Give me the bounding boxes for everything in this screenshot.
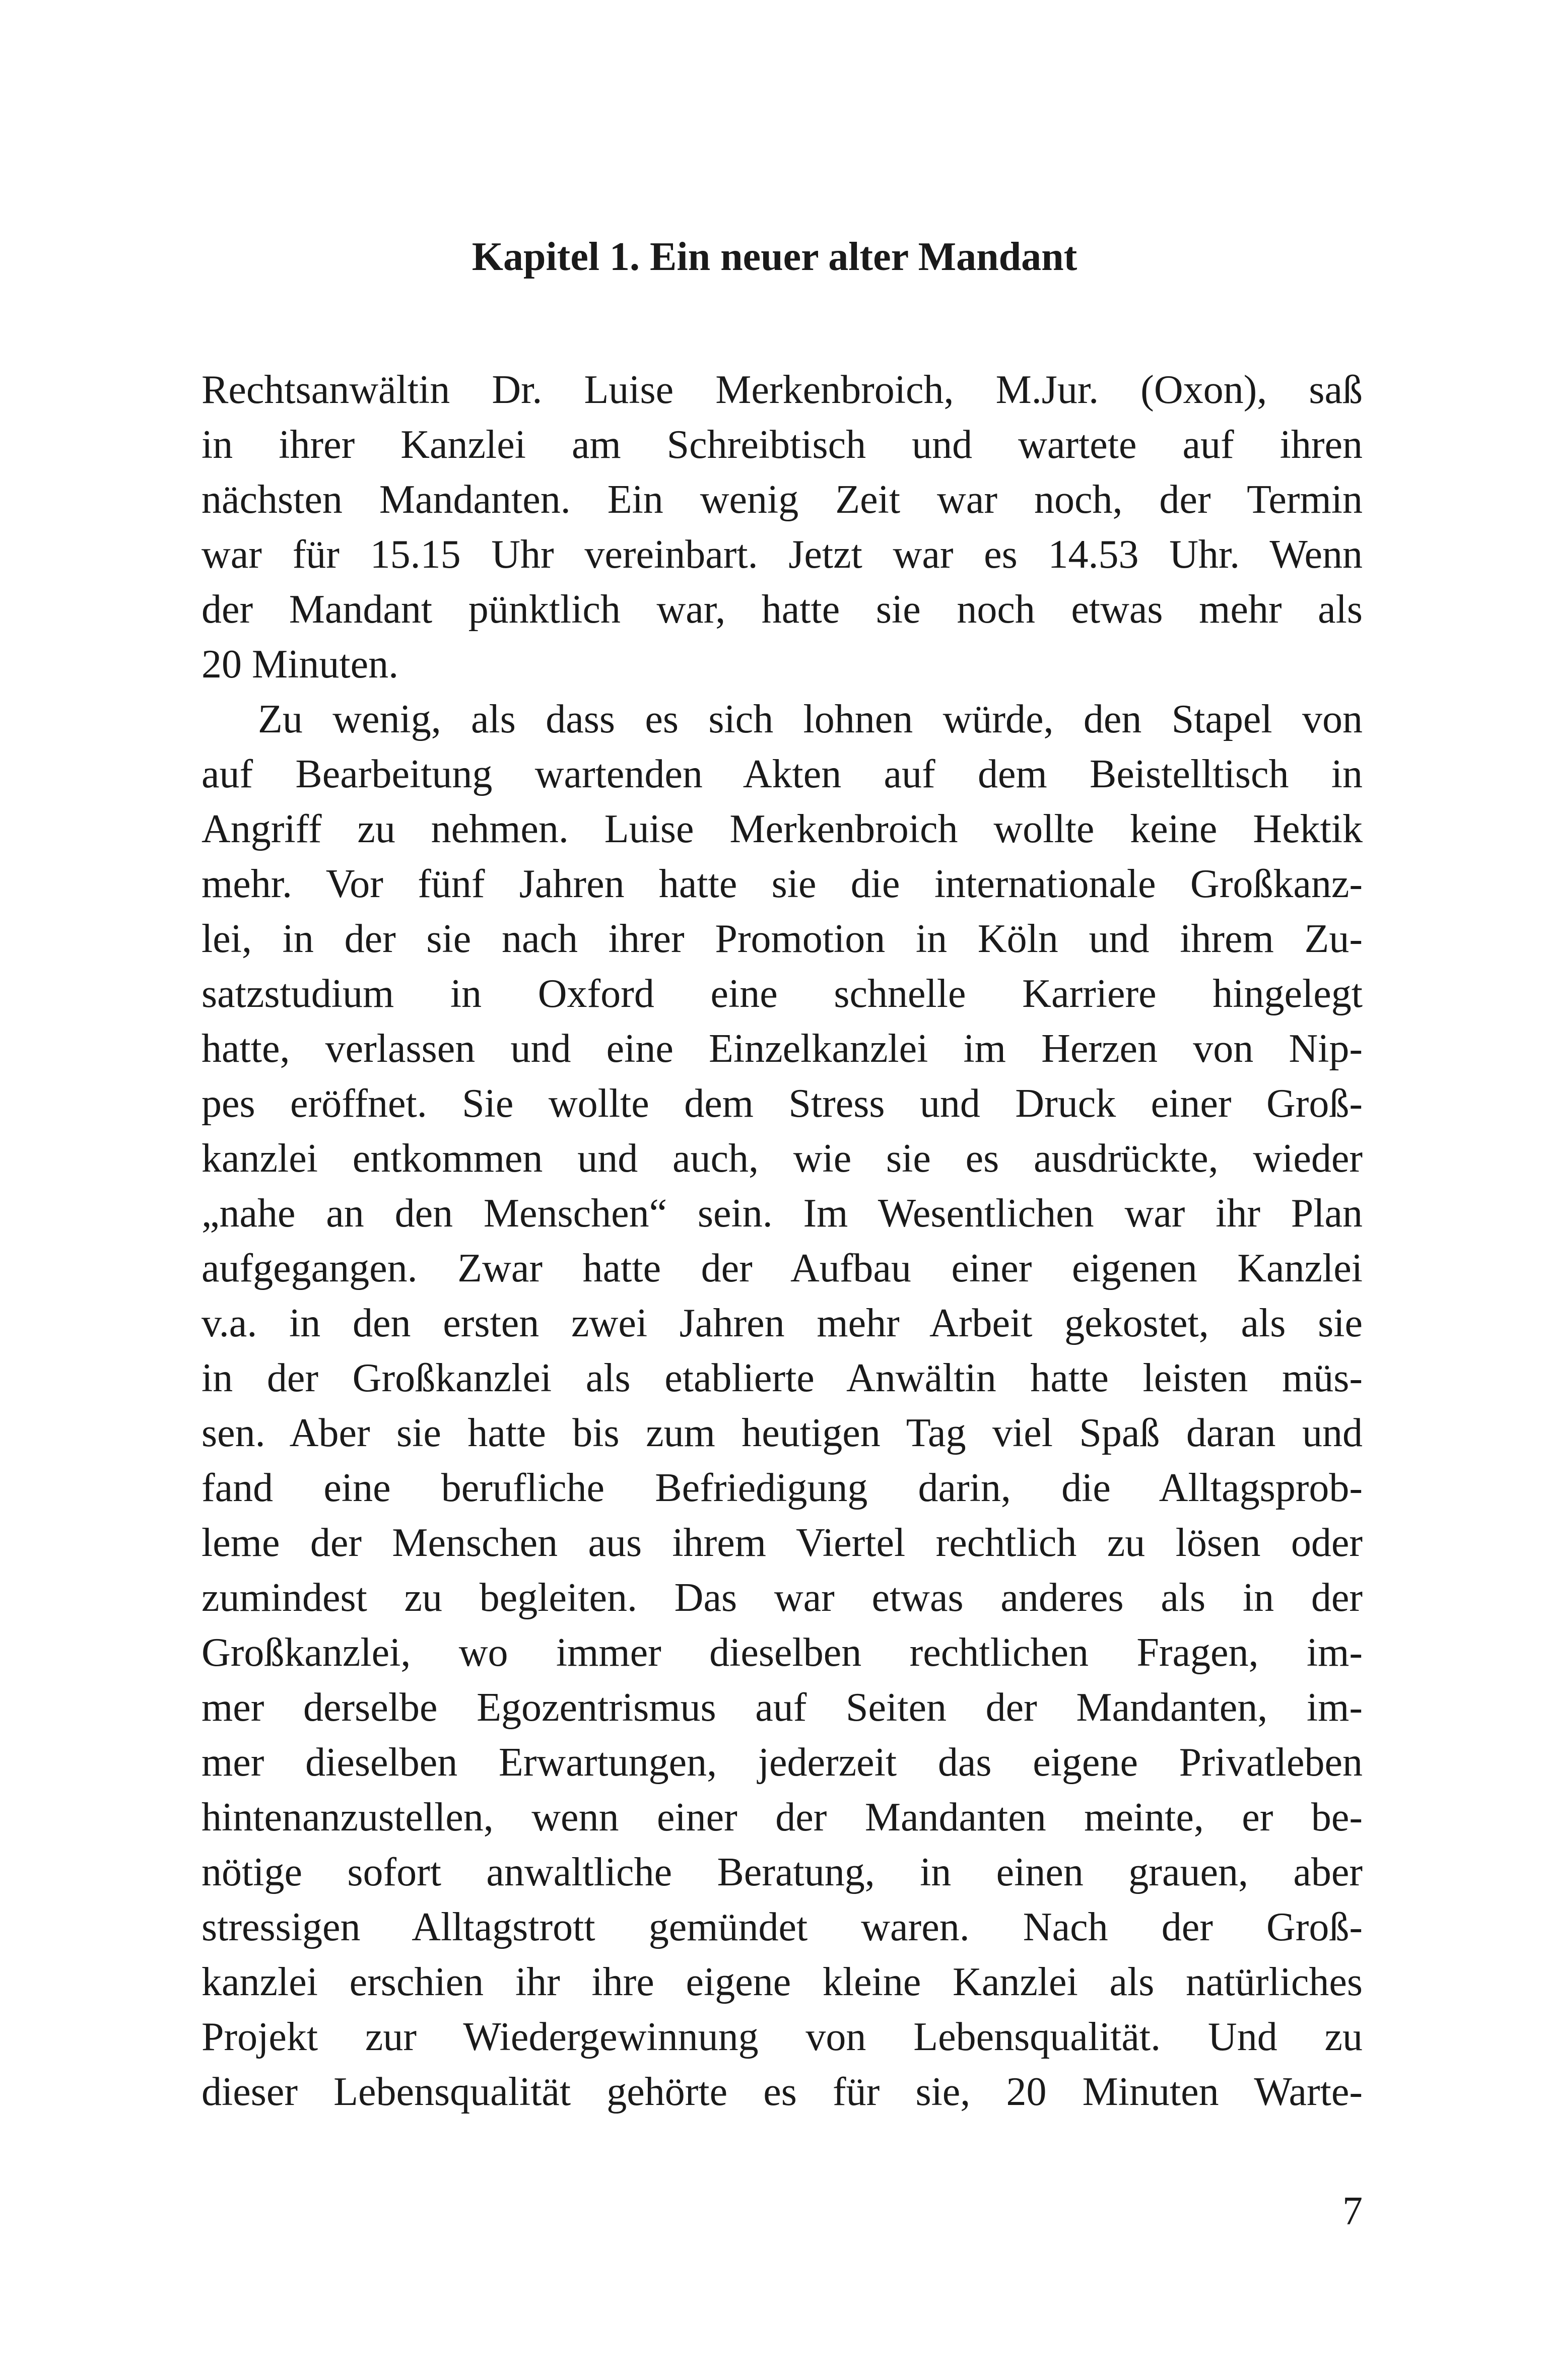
text-line: stressigen Alltagstrott gemündet waren. Nach der Groß- bbox=[201, 1905, 1363, 1949]
text-line: satzstudium in Oxford eine schnelle Karriere hingelegt bbox=[201, 972, 1363, 1016]
text-line: zumindest zu begleiten. Das war etwas anderes als in der bbox=[201, 1576, 1363, 1620]
text-line: kanzlei erschien ihr ihre eigene kleine Kanzlei als natürliches bbox=[201, 1960, 1363, 2004]
chapter-title: Kapitel 1. Ein neuer alter Mandant bbox=[472, 235, 1077, 279]
text-line: mer derselbe Egozentrismus auf Seiten der Mandanten, im- bbox=[201, 1685, 1363, 1730]
text-line: war für 15.15 Uhr vereinbart. Jetzt war es 14.53 Uhr. Wenn bbox=[201, 532, 1363, 577]
text-line: Großkanzlei, wo immer dieselben rechtlichen Fragen, im- bbox=[201, 1630, 1363, 1675]
text-line: nötige sofort anwaltliche Beratung, in einen grauen, aber bbox=[201, 1850, 1363, 1894]
body-text bbox=[201, 363, 1363, 2120]
text-line: Projekt zur Wiedergewinnung von Lebensqualität. Und zu bbox=[201, 2015, 1363, 2059]
text-line: Rechtsanwältin Dr. Luise Merkenbroich, M.Jur. (Oxon), saß bbox=[201, 368, 1363, 412]
text-line: hintenanzustellen, wenn einer der Mandanten meinte, er be- bbox=[201, 1795, 1363, 1840]
text-line: Zu wenig, als dass es sich lohnen würde, den Stapel von bbox=[258, 697, 1363, 741]
text-line: kanzlei entkommen und auch, wie sie es ausdrückte, wieder bbox=[201, 1136, 1363, 1181]
text-line: in der Großkanzlei als etablierte Anwältin hatte leisten müs- bbox=[201, 1356, 1363, 1400]
text-line: sen. Aber sie hatte bis zum heutigen Tag viel Spaß daran und bbox=[201, 1411, 1363, 1455]
text-line: leme der Menschen aus ihrem Viertel rechtlich zu lösen oder bbox=[201, 1521, 1363, 1565]
text-line: v.a. in den ersten zwei Jahren mehr Arbeit gekostet, als sie bbox=[201, 1301, 1363, 1345]
text-line: mehr. Vor fünf Jahren hatte sie die internationale Großkanz- bbox=[201, 862, 1363, 906]
text-line: lei, in der sie nach ihrer Promotion in Köln und ihrem Zu- bbox=[201, 917, 1363, 961]
page-number: 7 bbox=[1342, 2189, 1363, 2233]
text-line: hatte, verlassen und eine Einzelkanzlei im Herzen von Nip- bbox=[201, 1027, 1363, 1071]
text-line: in ihrer Kanzlei am Schreibtisch und wartete auf ihren bbox=[201, 423, 1363, 467]
text-line: nächsten Mandanten. Ein wenig Zeit war noch, der Termin bbox=[201, 478, 1363, 522]
text-line: pes eröffnet. Sie wollte dem Stress und Druck einer Groß- bbox=[201, 1081, 1363, 1126]
text-line: der Mandant pünktlich war, hatte sie noch etwas mehr als bbox=[201, 587, 1363, 632]
text-line: auf Bearbeitung wartenden Akten auf dem Beistelltisch in bbox=[201, 752, 1363, 796]
text-line: Angriff zu nehmen. Luise Merkenbroich wollte keine Hektik bbox=[201, 807, 1363, 851]
text-line: mer dieselben Erwartungen, jederzeit das eigene Privatleben bbox=[201, 1740, 1363, 1785]
text-line: 20 Minuten. bbox=[201, 642, 399, 687]
text-line: dieser Lebensqualität gehörte es für sie, 20 Minuten Warte- bbox=[201, 2070, 1363, 2114]
text-line: aufgegangen. Zwar hatte der Aufbau einer eigenen Kanzlei bbox=[201, 1246, 1363, 1290]
text-line: „nahe an den Menschen“ sein. Im Wesentlichen war ihr Plan bbox=[201, 1191, 1363, 1236]
text-line: fand eine berufliche Befriedigung darin, die Alltagsprob- bbox=[201, 1466, 1363, 1510]
